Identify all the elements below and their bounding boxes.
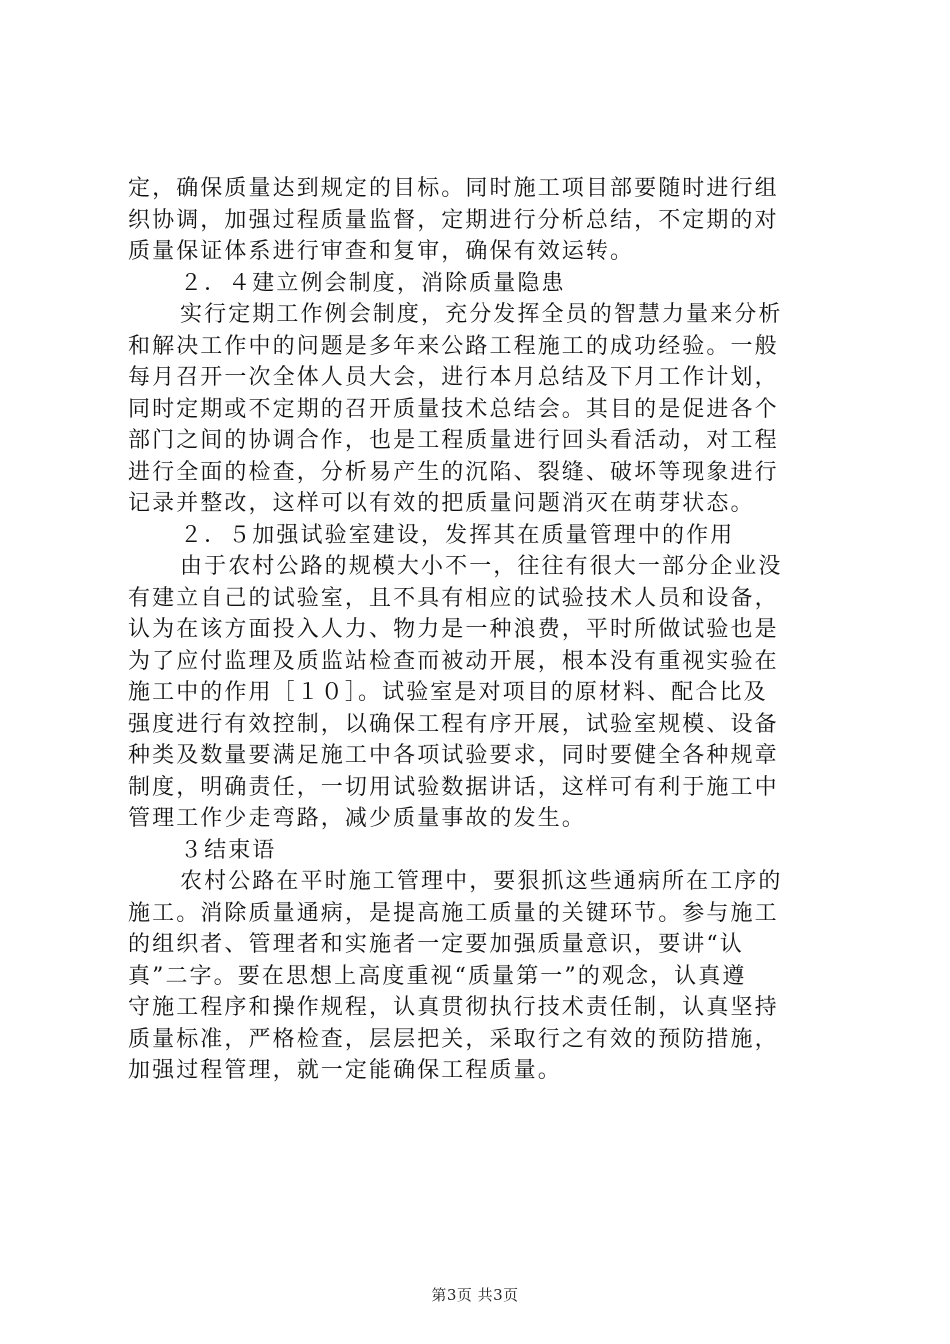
- text-line: 加强过程管理，就一定能确保工程质量。: [128, 1058, 562, 1083]
- text-line: 强度进行有效控制，以确保工程有序开展，试验室规模、设备: [128, 711, 779, 737]
- text-line: 有建立自己的试验室，且不具有相应的试验技术人员和设备，: [128, 585, 779, 611]
- text-line: 织协调，加强过程质量监督，定期进行分析总结，不定期的对: [128, 207, 779, 233]
- text-line: 农村公路在平时施工管理中，要狠抓这些通病所在工序的: [180, 869, 783, 894]
- text-line: 同时定期或不定期的召开质量技术总结会。其目的是促进各个: [128, 396, 779, 422]
- text-line: 定，确保质量达到规定的目标。同时施工项目部要随时进行组: [128, 176, 779, 201]
- text-line: 制度，明确责任，一切用试验数据讲话，这样可有利于施工中: [128, 774, 779, 800]
- text-line: 为了应付监理及质监站检查而被动开展，根本没有重视实验在: [128, 648, 779, 674]
- text-line: 认为在该方面投入人力、物力是一种浪费，平时所做试验也是: [128, 617, 779, 642]
- text-line: 种类及数量要满足施工中各项试验要求，同时要健全各种规章: [128, 743, 779, 768]
- text-line: 质量标准，严格检查，层层把关，采取行之有效的预防措施，: [128, 1026, 779, 1052]
- text-line: ２．５加强试验室建设，发挥其在质量管理中的作用: [180, 522, 735, 548]
- text-line: 真”二字。要在思想上高度重视“质量第一”的观念，认真遵: [128, 963, 747, 989]
- text-line: 管理工作少走弯路，减少质量事故的发生。: [128, 806, 586, 831]
- text-line: ２．４建立例会制度，消除质量隐患: [180, 270, 566, 296]
- text-line: 每月召开一次全体人员大会，进行本月总结及下月工作计划，: [128, 365, 779, 390]
- page-footer: 第3页 共3页: [431, 1286, 519, 1304]
- text-line: 实行定期工作例会制度，充分发挥全员的智慧力量来分析: [180, 302, 783, 327]
- text-line: 进行全面的检查，分析易产生的沉陷、裂缝、破坏等现象进行: [128, 459, 779, 485]
- text-line: 守施工程序和操作规程，认真贯彻执行技术责任制，认真坚持: [128, 995, 779, 1020]
- text-line: 由于农村公路的规模大小不一，往往有很大一部分企业没: [180, 554, 783, 579]
- text-line: ３结束语: [180, 837, 277, 863]
- text-line: 和解决工作中的问题是多年来公路工程施工的成功经验。一般: [128, 333, 779, 359]
- text-line: 记录并整改，这样可以有效的把质量问题消灭在萌芽状态。: [128, 491, 755, 516]
- body-text: [128, 173, 833, 1087]
- text-line: 的组织者、管理者和实施者一定要加强质量意识，要讲“认: [128, 932, 744, 957]
- text-line: 施工。消除质量通病，是提高施工质量的关键环节。参与施工: [128, 900, 779, 926]
- text-line: 施工中的作用［１０］。试验室是对项目的原材料、配合比及: [128, 680, 768, 705]
- text-line: 部门之间的协调合作，也是工程质量进行回头看活动，对工程: [128, 428, 779, 453]
- text-line: 质量保证体系进行审查和复审，确保有效运转。: [128, 239, 635, 264]
